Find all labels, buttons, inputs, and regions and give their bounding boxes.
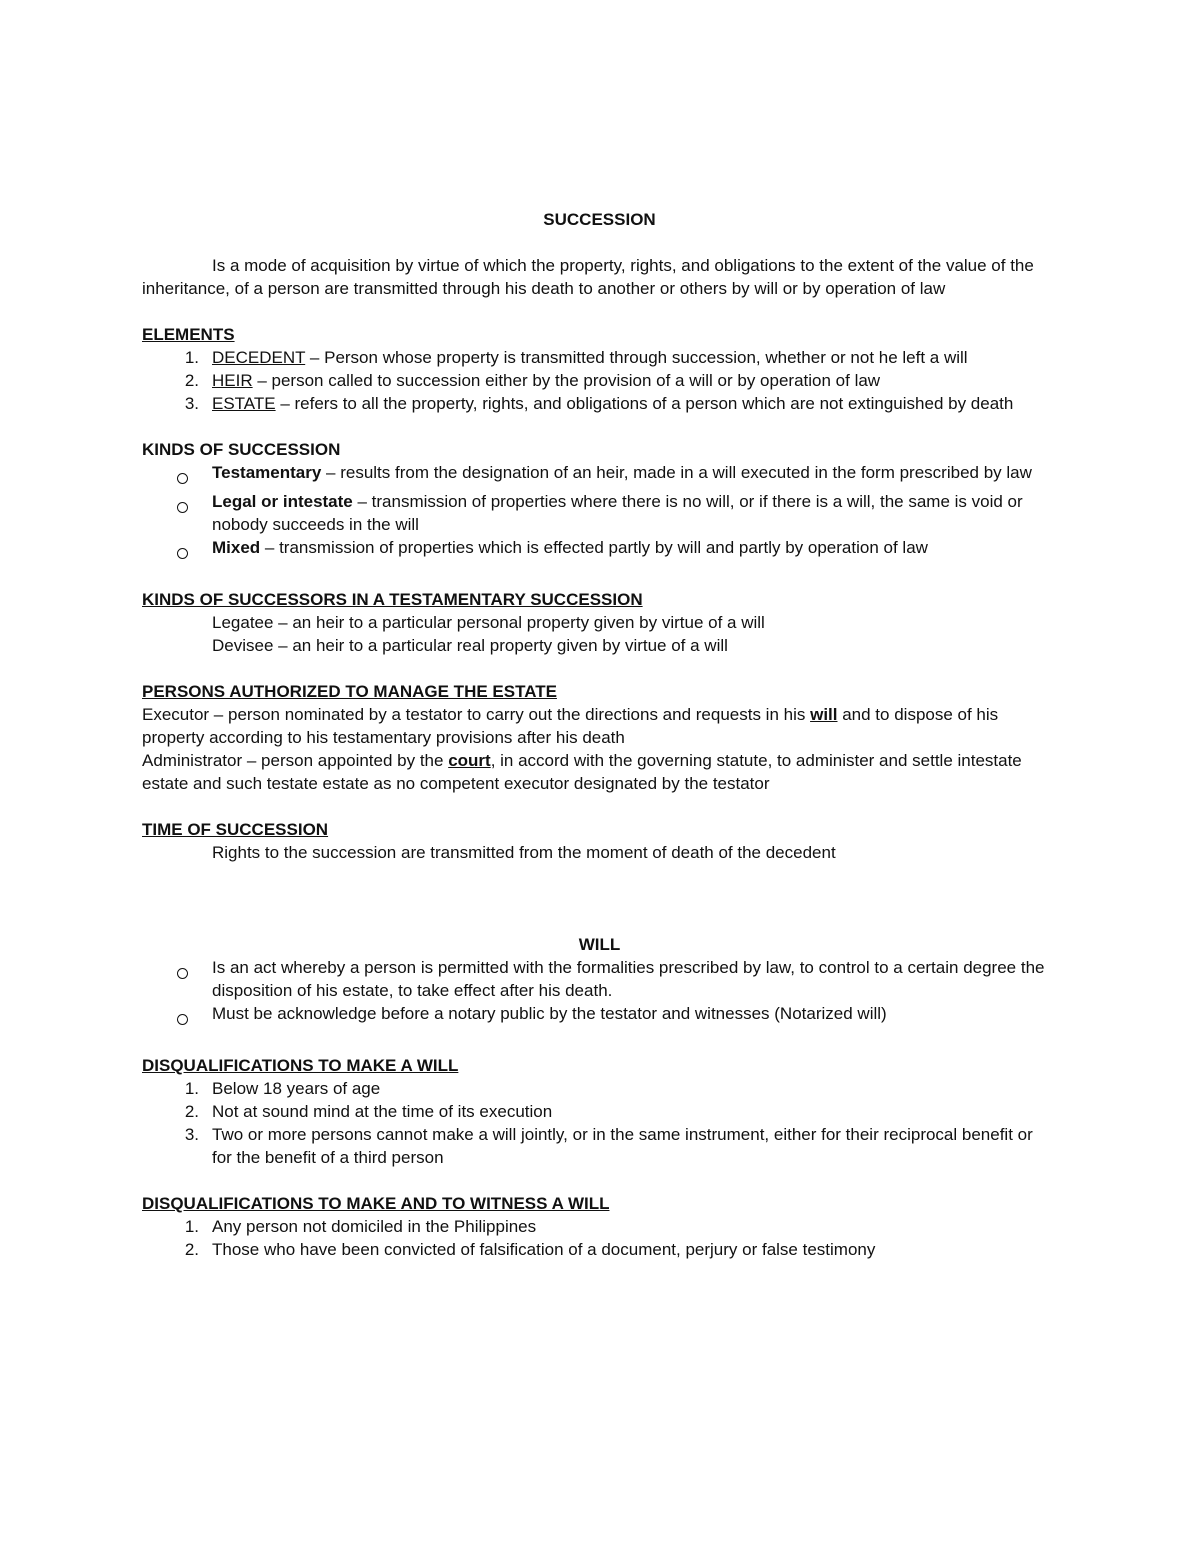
list-item xyxy=(142,461,1057,490)
list-item: 1. Any person not domiciled in the Philippines xyxy=(184,1217,537,1236)
list-item xyxy=(142,536,1057,565)
time-heading: TIME OF SUCCESSION xyxy=(142,820,329,839)
term-legal: Legal or intestate xyxy=(212,492,353,511)
disq-witness-heading: DISQUALIFICATIONS TO MAKE AND TO WITNESS A WILL xyxy=(142,1194,610,1213)
term-definition: – transmission of properties which is effected partly by will and partly by operation of law xyxy=(260,538,928,557)
legatee-line: Legatee – an heir to a particular personal property given by virtue of a will xyxy=(212,613,765,632)
court-emphasis: court xyxy=(448,751,491,770)
list-item: 2. Those who have been convicted of falsification of a document, perjury or false testimony xyxy=(184,1240,876,1259)
managers-heading: PERSONS AUTHORIZED TO MANAGE THE ESTATE xyxy=(142,682,557,701)
term-definition: – results from the designation of an heir, made in a will executed in the form prescribed by law xyxy=(321,463,1032,482)
list-item xyxy=(142,369,1057,392)
document-page xyxy=(142,208,1057,1261)
list-item: Must be acknowledge before a notary public by the testator and witnesses (Notarized will) xyxy=(142,1002,1057,1031)
term-estate: ESTATE xyxy=(212,394,276,413)
administrator-paragraph: Administrator – person appointed by the court, in accord with the governing statute, to administer and settle intestate estate and such testate estate as no competent executor designated by the testator xyxy=(142,751,1022,793)
term-definition: – Person whose property is transmitted through succession, whether or not he left a will xyxy=(305,348,968,367)
will-emphasis: will xyxy=(810,705,838,724)
bullet-circle-icon xyxy=(177,548,188,559)
disq-make-heading: DISQUALIFICATIONS TO MAKE A WILL xyxy=(142,1056,459,1075)
list-number: 1. xyxy=(184,348,199,367)
list-number: 2. xyxy=(184,371,199,390)
bullet-circle-icon xyxy=(177,968,188,979)
kinds-heading: KINDS OF SUCCESSION xyxy=(142,440,341,459)
devisee-line: Devisee – an heir to a particular real property given by virtue of a will xyxy=(212,636,728,655)
list-item: 3. Two or more persons cannot make a will jointly, or in the same instrument, either for their reciprocal benefit or for the benefit of a third person xyxy=(184,1125,1033,1167)
list-item xyxy=(142,346,1057,369)
term-heir: HEIR xyxy=(212,371,253,390)
list-item: 2. Not at sound mind at the time of its execution xyxy=(184,1102,553,1121)
list-number: 3. xyxy=(184,394,199,413)
bullet-circle-icon xyxy=(177,473,188,484)
executor-paragraph: Executor – person nominated by a testator to carry out the directions and requests in his will and to dispose of his property according to his testamentary provisions after his death xyxy=(142,705,999,747)
list-item xyxy=(142,490,1057,536)
term-testamentary: Testamentary xyxy=(212,463,322,482)
term-mixed: Mixed xyxy=(212,538,261,557)
intro-paragraph: Is a mode of acquisition by virtue of which the property, rights, and obligations to the extent of the value of the inheritance, of a person are transmitted through his death to another or others by will or by operation of law xyxy=(142,256,1034,298)
successors-heading: KINDS OF SUCCESSORS IN A TESTAMENTARY SUCCESSION xyxy=(142,590,643,609)
list-item xyxy=(142,392,1057,415)
term-definition: – transmission of properties where there is no will, or if there is a will, the same is void or nobody succeeds in the will xyxy=(212,492,1023,534)
document-title: SUCCESSION xyxy=(543,210,656,229)
bullet-circle-icon xyxy=(177,502,188,513)
will-title: WILL xyxy=(578,935,621,954)
list-item: 1. Below 18 years of age xyxy=(184,1079,381,1098)
elements-heading: ELEMENTS xyxy=(142,325,235,344)
term-definition: – person called to succession either by the provision of a will or by operation of law xyxy=(252,371,881,390)
list-item: Is an act whereby a person is permitted with the formalities prescribed by law, to control to a certain degree the disposition of his estate, to take effect after his death. xyxy=(142,956,1057,1002)
bullet-circle-icon xyxy=(177,1014,188,1025)
term-definition: – refers to all the property, rights, and obligations of a person which are not extinguished by death xyxy=(275,394,1014,413)
term-decedent: DECEDENT xyxy=(212,348,306,367)
time-line: Rights to the succession are transmitted from the moment of death of the decedent xyxy=(212,843,836,862)
